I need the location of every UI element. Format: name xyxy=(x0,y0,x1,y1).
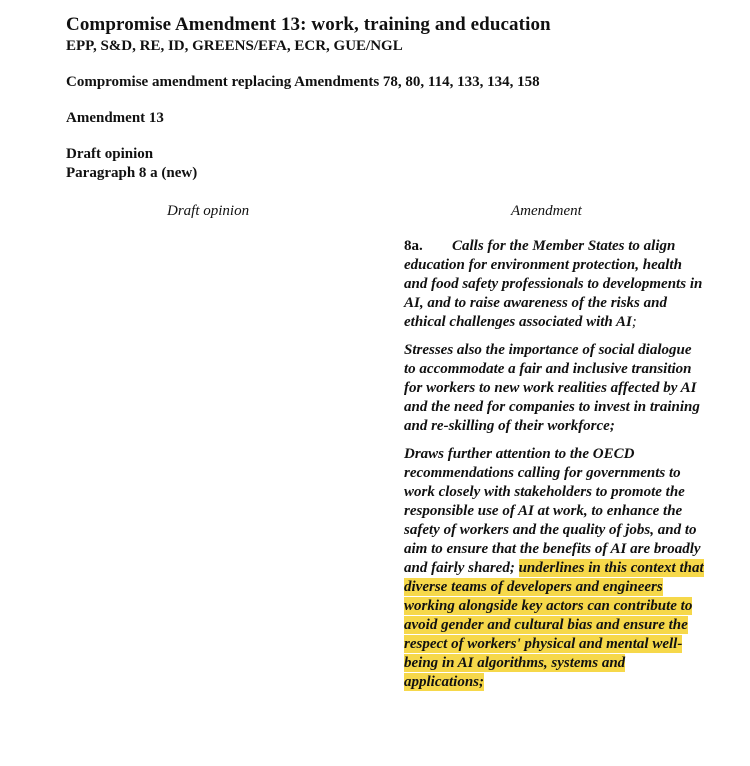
column-heading-draft-opinion: Draft opinion xyxy=(167,203,250,219)
column-heading-amendment: Amendment xyxy=(511,203,582,219)
draft-opinion-label: Draft opinion xyxy=(66,146,154,162)
amendment-text xyxy=(404,237,704,701)
highlighted-text: underlines in this context that diverse teams of developers and engineers working alongside key actors can contribute to avoid gender and cultural bias and ensure the respect of workers' physical and mental well-being in AI algorithms, systems and applications; xyxy=(404,560,704,690)
amendment-number: Amendment 13 xyxy=(66,110,164,126)
paragraph-number: 8a. xyxy=(404,238,423,254)
amendment-paragraph-3 xyxy=(404,445,704,692)
replacing-amendments: Compromise amendment replacing Amendments 78, 80, 114, 133, 134, 158 xyxy=(66,74,540,90)
amendment-paragraph-2 xyxy=(404,341,704,436)
paragraph-label: Paragraph 8 a (new) xyxy=(66,165,198,181)
paragraph-2-text: Stresses also the importance of social dialogue to accommodate a fair and inclusive transition for workers to new work realities affected by AI and the need for companies to invest in training and re-skilling of their workforce; xyxy=(404,342,700,434)
amendment-paragraph-1 xyxy=(404,237,704,332)
paragraph-1-text: Calls for the Member States to align education for environment protection, health and food safety professionals to developments in AI, and to raise awareness of the risks and ethical challenges associated with AI xyxy=(404,238,703,330)
paragraph-3-text: Draws further attention to the OECD recommendations calling for governments to work closely with stakeholders to promote the responsible use of AI at work, to enhance the safety of workers and the quality of jobs, and to aim to ensure that the benefits of AI are broadly and fairly shared; xyxy=(404,446,701,576)
document-title: Compromise Amendment 13: work, training and education xyxy=(66,14,551,35)
paragraph-1-end: ; xyxy=(631,314,637,330)
political-groups: EPP, S&D, RE, ID, GREENS/EFA, ECR, GUE/NGL xyxy=(66,38,403,54)
